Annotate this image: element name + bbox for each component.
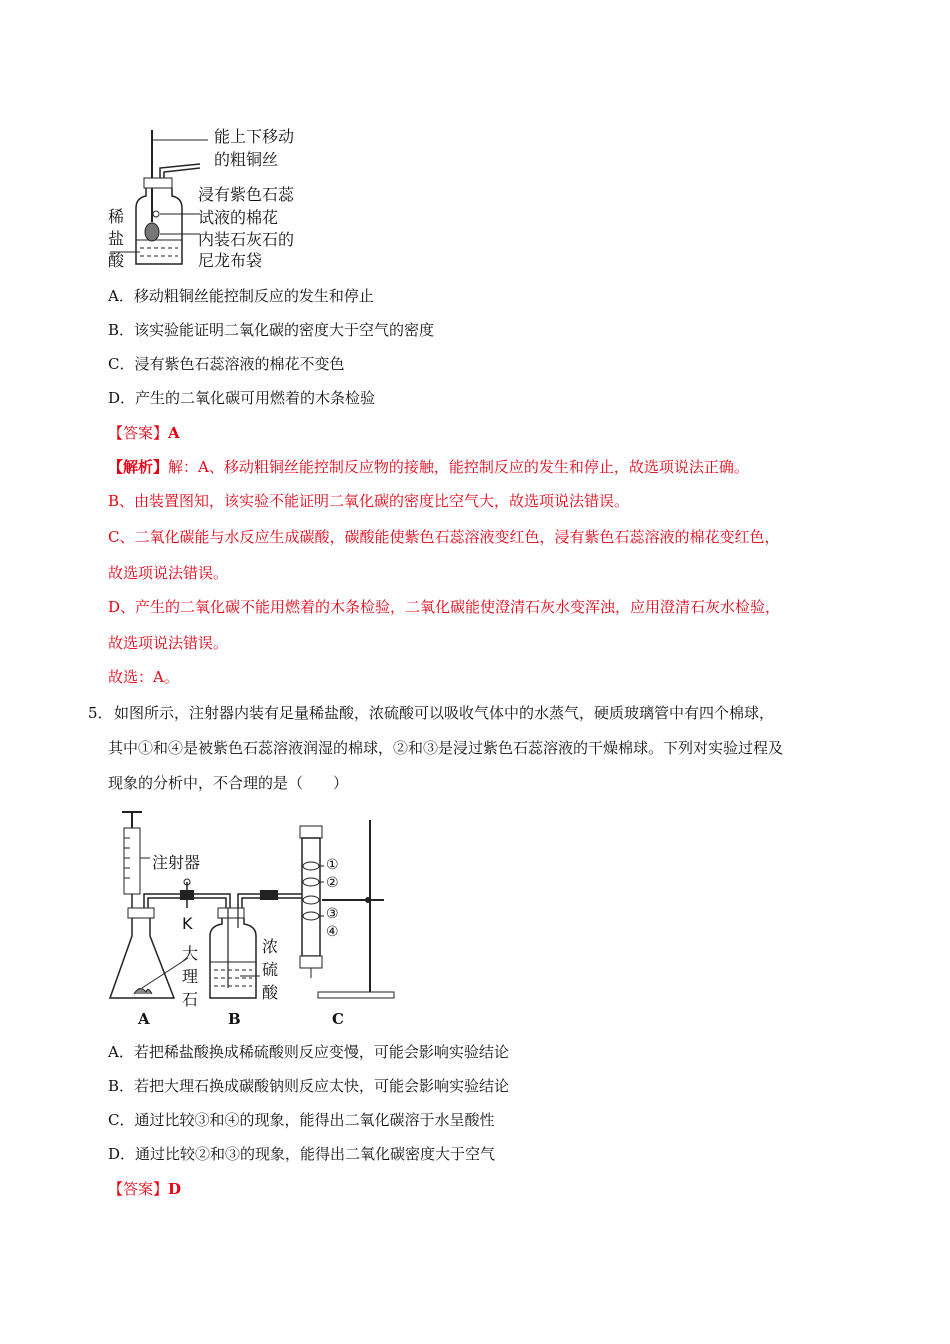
label-cotton-2: 试液的棉花 [198, 208, 279, 227]
figure-2 [100, 808, 400, 1030]
label-cotton-1: 浸有紫色石蕊 [198, 185, 295, 204]
q4-analysis-line-6: 故选项说法错误。 [108, 634, 229, 652]
label-acid-b-2: 硫 [262, 960, 279, 979]
label-acid-b-3: 酸 [262, 983, 279, 1002]
q4-analysis-line-4: 故选项说法错误。 [108, 564, 229, 582]
label-letter-b: B [228, 1010, 241, 1028]
q4-analysis-line-5: D、产生的二氧化碳不能用燃着的木条检验，二氧化碳能使澄清石灰水变浑浊，应用澄清石灰水检验， [108, 598, 781, 616]
q5-option-a: A．若把稀盐酸换成稀硫酸则反应变慢，可能会影响实验结论 [108, 1043, 509, 1061]
label-marble-1: 大 [182, 944, 199, 963]
label-marble-2: 理 [182, 967, 199, 986]
label-acid-2: 盐 [108, 229, 125, 248]
answer-value: D [168, 1180, 182, 1198]
q4-answer [108, 423, 180, 443]
q5-stem-line-3: 现象的分析中，不合理的是（ ） [108, 774, 349, 792]
label-valve-k: K [182, 914, 193, 933]
label-syringe: 注射器 [152, 853, 201, 872]
label-marble-3: 石 [182, 990, 199, 1009]
label-letter-c: C [332, 1010, 344, 1028]
q5-answer [108, 1179, 181, 1199]
analysis-text: 解：A、移动粗铜丝能控制反应物的接触，能控制反应的发生和停止，故选项说法正确。 [168, 458, 749, 476]
answer-tag: 【答案】 [108, 1180, 169, 1198]
q4-option-a: A．移动粗铜丝能控制反应的发生和停止 [108, 287, 374, 305]
q4-option-c: C．浸有紫色石蕊溶液的棉花不变色 [108, 355, 345, 373]
label-acid-3: 酸 [108, 251, 125, 270]
label-acid-1: 稀 [108, 207, 125, 226]
q4-analysis-line-1 [108, 457, 749, 477]
q4-conclusion: 故选：A。 [108, 668, 179, 686]
label-copper-wire-1: 能上下移动 [214, 127, 295, 146]
label-letter-a: A [138, 1010, 150, 1028]
answer-tag: 【答案】 [108, 424, 169, 442]
label-copper-wire-2: 的粗铜丝 [214, 150, 279, 169]
label-bag-1: 内装石灰石的 [198, 230, 295, 249]
apparatus-2-drawing [100, 808, 400, 1030]
q4-analysis-line-2: B、由装置图知，该实验不能证明二氧化碳的密度比空气大，故选项说法错误。 [108, 492, 630, 510]
q5-stem-line-2: 其中①和④是被紫色石蕊溶液润湿的棉球，②和③是浸过紫色石蕊溶液的干燥棉球。下列对实验过程及 [108, 739, 784, 757]
q4-option-d: D．产生的二氧化碳可用燃着的木条检验 [108, 389, 376, 407]
label-ball-4: ④ [326, 924, 339, 940]
label-ball-1: ① [326, 857, 339, 873]
label-ball-3: ③ [326, 906, 339, 922]
q5-option-b: B．若把大理石换成碳酸钠则反应太快，可能会影响实验结论 [108, 1077, 510, 1095]
label-ball-2: ② [326, 875, 339, 891]
q5-option-c: C．通过比较③和④的现象，能得出二氧化碳溶于水呈酸性 [108, 1111, 495, 1129]
label-acid-b-1: 浓 [262, 937, 279, 956]
answer-value: A [168, 424, 180, 442]
q4-analysis-line-3: C、二氧化碳能与水反应生成碳酸，碳酸能使紫色石蕊溶液变红色，浸有紫色石蕊溶液的棉花变红色， [108, 528, 780, 546]
q4-option-b: B．该实验能证明二氧化碳的密度大于空气的密度 [108, 321, 435, 339]
q5-number: 5． [88, 704, 113, 722]
label-bag-2: 尼龙布袋 [198, 251, 263, 270]
q5-stem-line-1: 如图所示，注射器内装有足量稀盐酸，浓硫酸可以吸收气体中的水蒸气，硬质玻璃管中有四个棉球， [114, 704, 775, 722]
analysis-tag: 【解析】 [108, 458, 169, 476]
q5-option-d: D．通过比较②和③的现象，能得出二氧化碳密度大于空气 [108, 1145, 496, 1163]
